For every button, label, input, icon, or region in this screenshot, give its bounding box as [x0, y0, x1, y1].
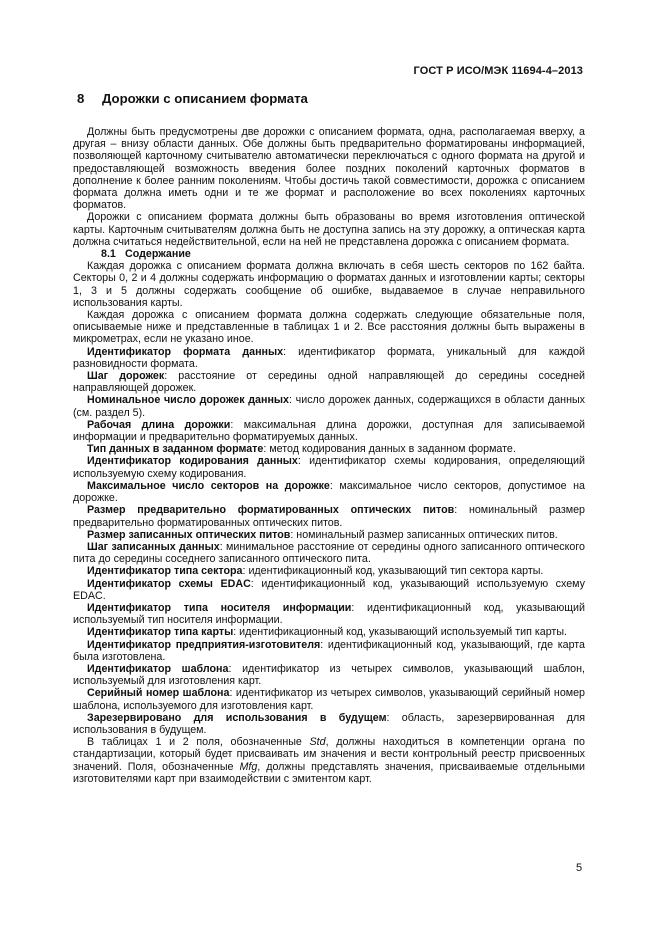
final-text-2: , должны находиться в компетенции органа по стандартизации, который будет присваивать им значения и вести контрольный реестр присвоенных значений. Поля, обозначенные: [73, 736, 585, 773]
page-number: 5: [576, 862, 583, 874]
document-body: [73, 126, 585, 785]
field-desc: : номинальный размер предварительно форматированных оптических питов.: [73, 504, 585, 529]
field-item: [73, 529, 585, 541]
field-item: [73, 578, 585, 602]
field-item: [73, 370, 585, 394]
field-term: Идентификатор типа сектора: [87, 565, 243, 578]
field-term: Размер записанных оптических питов: [87, 528, 291, 541]
paragraph-4: Каждая дорожка с описанием формата должна содержать следующие обязательные поля, описываемые ниже и представленные в таблицах 1 и 2. Все расстояния должны быть выражены в микрометрах, если не указано иное.: [73, 309, 585, 346]
section-number: 8: [77, 91, 85, 106]
field-desc: : область, зарезервированная для использования в будущем.: [73, 711, 585, 736]
field-desc: : метод кодирования данных в заданном формате.: [263, 443, 516, 456]
field-term: Зарезервировано для использования в будущем: [87, 711, 387, 724]
field-item: [73, 394, 585, 418]
field-term: Номинальное число дорожек данных: [87, 394, 289, 407]
section-title-text: Дорожки с описанием формата: [102, 91, 308, 106]
field-item: [73, 712, 585, 736]
field-item: [73, 602, 585, 626]
field-item: [73, 419, 585, 443]
subsection-number: 8.1: [101, 248, 116, 261]
field-term: Серийный номер шаблона: [87, 687, 230, 700]
field-item: [73, 455, 585, 479]
field-item: [73, 443, 585, 455]
paragraph-1: Должны быть предусмотрены две дорожки с описанием формата, одна, располагаемая вверху, а другая – внизу области данных. Обе должны быть предварительно форматированы информацией, позволяющей карточному считывателю автоматически переключаться с одного формата на другой и предоставляющей возможность введения более поздних поколений карточных форматов в дополнение к более ранним поколениям. Чтобы достичь такой совместимости, дорожка с описанием формата должна иметь одни и те же формат и расположение во всех поколениях карточных форматов.: [73, 126, 585, 212]
field-desc: : номинальный размер записанных оптических питов.: [290, 528, 558, 541]
subsection-heading: [73, 248, 585, 260]
field-term: Идентификатор типа носителя информации: [87, 601, 352, 614]
document-code-header: ГОСТ Р ИСО/МЭК 11694-4–2013: [413, 65, 583, 77]
mfg-abbrev: Mfg: [239, 760, 258, 773]
field-item: [73, 639, 585, 663]
field-item: [73, 687, 585, 711]
field-desc: : идентификационный код, указывающий тип сектора карты.: [242, 565, 544, 578]
final-paragraph: [73, 736, 585, 785]
field-term: Шаг записанных данных: [87, 540, 220, 553]
field-desc: : идентификатор схемы кодирования, определяющий используемую схему кодирования.: [73, 455, 585, 480]
paragraph-2: Дорожки с описанием формата должны быть образованы во время изготовления оптической карты. Карточным считывателям должна быть не доступна запись на эту дорожку, а оптическая карта должна считаться недействительной, если на ней не представлена дорожка с описанием формата.: [73, 211, 585, 248]
field-desc: : идентификационный код, указывающий используемый тип карты.: [233, 626, 567, 639]
field-desc: : расстояние от середины одной направляющей до середины соседней направляющей дорожек.: [73, 370, 586, 395]
field-desc: : минимальное расстояние от середины одного записанного оптического пита до середины соседнего записанного оптического пита.: [73, 540, 585, 566]
field-item: [73, 663, 585, 687]
paragraph-3: Каждая дорожка с описанием формата должна включать в себя шесть секторов по 162 байта. Секторы 0, 2 и 4 должны содержать информацию о форматах данных и изготовлении карты; секторы 1, 3 и 5 должны содержать сообщение об ошибке, выдаваемое в случае неправильного использования карты.: [73, 260, 585, 309]
field-desc: : идентификационный код, указывающий используемый тип носителя информации.: [73, 601, 585, 627]
field-term: Идентификатор формата данных: [87, 345, 284, 358]
field-term: Идентификатор предприятия-изготовителя: [87, 638, 321, 651]
field-term: Идентификатор шаблона: [87, 662, 229, 675]
field-item: [73, 541, 585, 565]
field-term: Максимальное число секторов на дорожке: [87, 479, 330, 492]
section-title: [77, 91, 308, 106]
field-desc: : идентификационный код, указывающий используемую схему EDAC.: [73, 577, 585, 602]
field-item: [73, 480, 585, 504]
field-desc: : идентификатор из четырех символов, указывающий шаблон, используемый для изготовления карт.: [73, 662, 586, 688]
subsection-title: Содержание: [125, 248, 191, 261]
field-item: [73, 346, 585, 370]
field-term: Идентификатор кодирования данных: [87, 455, 298, 468]
final-text-1: В таблицах 1 и 2 поля, обозначенные: [87, 736, 310, 749]
field-item: [73, 565, 585, 577]
field-desc: : идентификационный код, указывающий, где карта была изготовлена.: [73, 638, 585, 663]
std-abbrev: Std: [309, 736, 326, 749]
field-term: Рабочая длина дорожки: [87, 418, 231, 431]
field-term: Тип данных в заданном формате: [87, 443, 264, 456]
field-item: [73, 504, 585, 528]
field-desc: : максимальное число секторов, допустимое на дорожке.: [73, 479, 585, 505]
field-term: Идентификатор типа карты: [87, 626, 234, 639]
final-text-3: , должны представлять значения, присваиваемые отдельными изготовителями карт при взаимодействии с эмитентом карт.: [73, 760, 585, 785]
field-term: Шаг дорожек: [87, 370, 165, 383]
field-desc: : идентификатор из четырех символов, указывающий серийный номер шаблона, используемого для изготовления карт.: [73, 687, 585, 712]
field-desc: : число дорожек данных, содержащихся в области данных (см. раздел 5).: [73, 394, 585, 419]
field-term: Размер предварительно форматированных оптических питов: [87, 504, 455, 517]
field-item: [73, 626, 585, 638]
field-desc: : идентификатор формата, уникальный для каждой разновидности формата.: [73, 345, 586, 370]
field-term: Идентификатор схемы EDAC: [87, 577, 251, 590]
field-desc: : максимальная длина дорожки, доступная для записываемой информации и предварительно форматируемых данных.: [73, 418, 586, 444]
